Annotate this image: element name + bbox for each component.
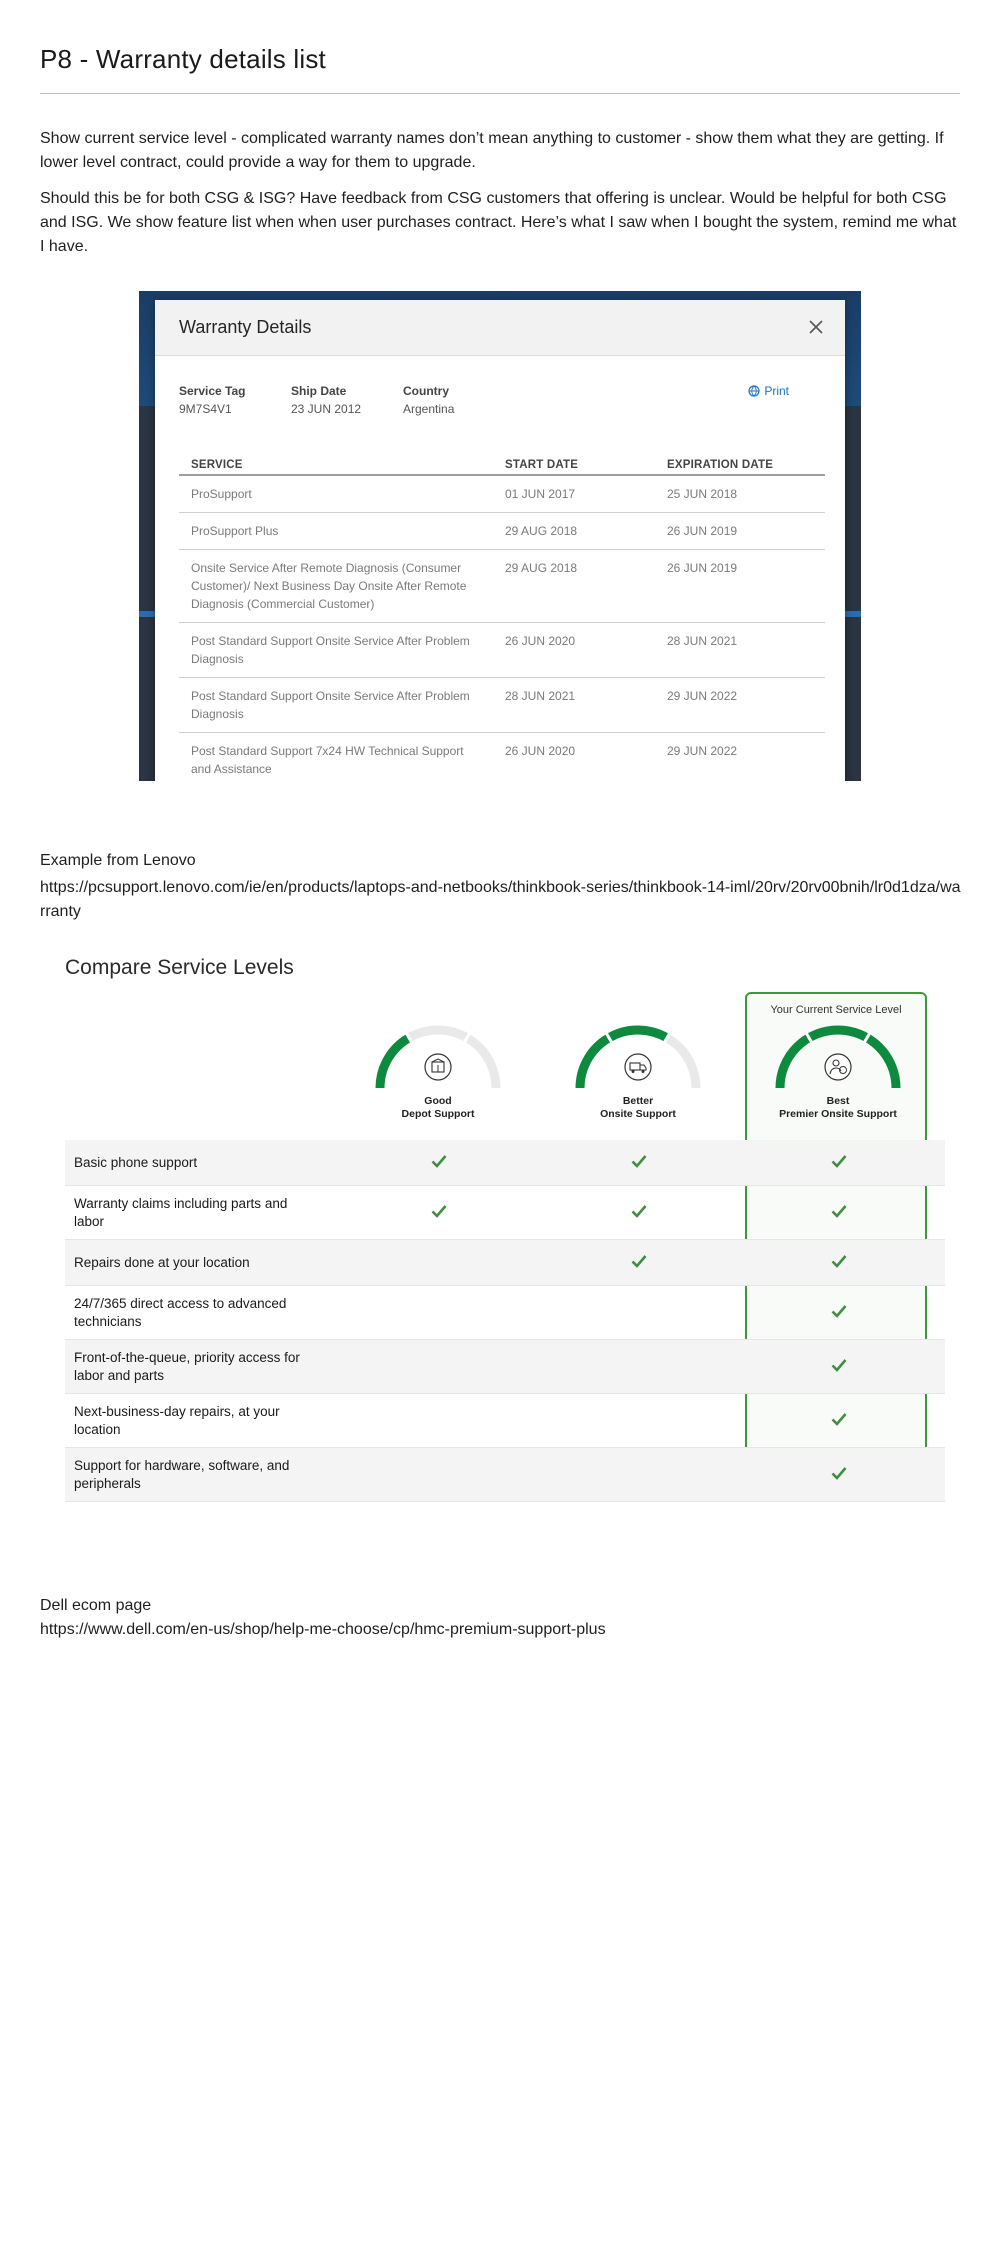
gauge-best <box>773 1025 903 1121</box>
table-row <box>179 678 825 733</box>
checkmark-icon <box>431 1154 447 1168</box>
box-icon <box>425 1054 451 1080</box>
feature-label: Repairs done at your location <box>74 1255 250 1270</box>
checkmark-icon <box>431 1204 447 1218</box>
dell-ecom-label: Dell ecom page <box>40 1597 152 1614</box>
gauge-label-best <box>773 1095 903 1121</box>
gauge-better-dial <box>573 1025 703 1093</box>
ship-date-value: 23 JUN 2012 <box>291 402 362 416</box>
checkmark-icon <box>831 1154 847 1168</box>
checkmark-icon <box>831 1358 847 1372</box>
intro-paragraph: Show current service level - complicated warranty names don’t mean anything to customer - show them what they are getting. If lower level contract, could provide a way for them to upgrade. <box>40 130 944 171</box>
gauge-fill <box>580 1030 667 1088</box>
compare-service-levels-screenshot <box>65 950 945 1505</box>
service-tag-value: 9M7S4V1 <box>179 402 232 416</box>
start-date-cell: 29 AUG 2018 <box>493 550 655 623</box>
tier-label: Good <box>424 1095 452 1107</box>
lenovo-example-label: Example from Lenovo <box>40 852 196 869</box>
service-cell: Post Standard Support Onsite Service After Problem Diagnosis <box>179 678 493 733</box>
feature-row <box>65 1186 945 1240</box>
tier-name: Onsite Support <box>600 1108 676 1120</box>
expiration-date-cell: 29 JUN 2022 <box>655 678 825 733</box>
print-label: Print <box>764 384 789 398</box>
table-row <box>179 513 825 550</box>
checkmark-icon <box>831 1254 847 1268</box>
feature-row <box>65 1340 945 1394</box>
checkmark-icon <box>631 1204 647 1218</box>
warranty-details-modal <box>155 300 845 781</box>
country-label: Country <box>403 384 449 398</box>
lenovo-example-url[interactable]: https://pcsupport.lenovo.com/ie/en/products/laptops-and-netbooks/thinkbook-series/thinkbook-14-iml/20rv/20rv00bnih/lr0d1dza/warranty <box>40 879 961 920</box>
current-service-level-label: Your Current Service Level <box>770 1004 902 1016</box>
feature-row <box>65 1140 945 1186</box>
gauge-label-good <box>373 1095 503 1121</box>
feature-row <box>65 1394 945 1448</box>
feature-label: Front-of-the-queue, priority access for labor and parts <box>74 1350 300 1383</box>
feature-label: Next-business-day repairs, at your location <box>74 1404 280 1437</box>
gauge-best-dial <box>773 1025 903 1093</box>
checkmark-icon <box>831 1412 847 1426</box>
gauge-fill <box>380 1038 409 1088</box>
expiration-date-cell: 25 JUN 2018 <box>655 475 825 513</box>
truck-icon <box>625 1054 651 1080</box>
start-date-cell: 26 JUN 2020 <box>493 733 655 782</box>
table-row <box>179 623 825 678</box>
feature-row <box>65 1240 945 1286</box>
technician-icon <box>825 1054 851 1080</box>
column-header-start-date: START DATE <box>493 455 655 475</box>
checkmark-icon <box>631 1154 647 1168</box>
start-date-cell: 29 AUG 2018 <box>493 513 655 550</box>
gauge-label-better <box>573 1095 703 1121</box>
service-cell: ProSupport Plus <box>179 513 493 550</box>
column-header-expiration-date: EXPIRATION DATE <box>655 455 825 475</box>
printer-icon <box>748 385 760 397</box>
service-cell: Post Standard Support 7x24 HW Technical Support and Assistance <box>179 733 493 782</box>
feature-label: Warranty claims including parts and labor <box>74 1196 288 1229</box>
start-date-cell: 28 JUN 2021 <box>493 678 655 733</box>
gauge-good-dial <box>373 1025 503 1093</box>
print-link[interactable] <box>748 384 789 398</box>
page-title: P8 - Warranty details list <box>40 44 326 74</box>
feature-label: 24/7/365 direct access to advanced technicians <box>74 1296 287 1329</box>
service-tag-label: Service Tag <box>179 384 246 398</box>
dell-ecom-url[interactable]: https://www.dell.com/en-us/shop/help-me-choose/cp/hmc-premium-support-plus <box>40 1621 606 1638</box>
gauge-better <box>573 1025 703 1121</box>
column-header-service: SERVICE <box>179 455 493 475</box>
checkmark-icon <box>831 1204 847 1218</box>
close-icon[interactable] <box>805 316 827 338</box>
feature-row <box>65 1286 945 1340</box>
modal-title: Warranty Details <box>179 317 312 337</box>
tier-name: Depot Support <box>401 1108 475 1120</box>
service-cell: Onsite Service After Remote Diagnosis (Consumer Customer)/ Next Business Day Onsite After Remote Diagnosis (Commercial Customer) <box>179 550 493 623</box>
table-row <box>179 550 825 623</box>
service-cell: ProSupport <box>179 475 493 513</box>
tier-name: Premier Onsite Support <box>779 1108 897 1120</box>
service-cell: Post Standard Support Onsite Service After Problem Diagnosis <box>179 623 493 678</box>
modal-header <box>155 300 845 356</box>
expiration-date-cell: 26 JUN 2019 <box>655 513 825 550</box>
tier-label: Better <box>622 1095 654 1107</box>
title-divider <box>40 93 960 94</box>
country-block <box>403 384 454 416</box>
tier-label: Best <box>826 1095 850 1107</box>
ship-date-label: Ship Date <box>291 384 347 398</box>
warranty-details-screenshot <box>139 291 861 781</box>
checkmark-icon <box>631 1254 647 1268</box>
warranty-table <box>179 455 825 781</box>
feature-row <box>65 1448 945 1502</box>
warranty-table-header <box>179 455 825 475</box>
table-row <box>179 733 825 782</box>
feature-label: Basic phone support <box>74 1155 198 1170</box>
service-tag-block <box>179 384 245 416</box>
table-row <box>179 475 825 513</box>
compare-title: Compare Service Levels <box>65 956 294 979</box>
question-paragraph: Should this be for both CSG & ISG? Have feedback from CSG customers that offering is unclear. Would be helpful for both CSG and ISG. We show feature list when when user purchases contract. Here’s what I saw when I bought the system, remind me what I have. <box>40 190 957 255</box>
checkmark-icon <box>831 1466 847 1480</box>
checkmark-icon <box>831 1304 847 1318</box>
expiration-date-cell: 26 JUN 2019 <box>655 550 825 623</box>
start-date-cell: 01 JUN 2017 <box>493 475 655 513</box>
expiration-date-cell: 29 JUN 2022 <box>655 733 825 782</box>
expiration-date-cell: 28 JUN 2021 <box>655 623 825 678</box>
ship-date-block <box>291 384 361 416</box>
feature-label: Support for hardware, software, and peripherals <box>74 1458 290 1491</box>
start-date-cell: 26 JUN 2020 <box>493 623 655 678</box>
country-value: Argentina <box>403 402 455 416</box>
gauge-good <box>373 1025 503 1121</box>
